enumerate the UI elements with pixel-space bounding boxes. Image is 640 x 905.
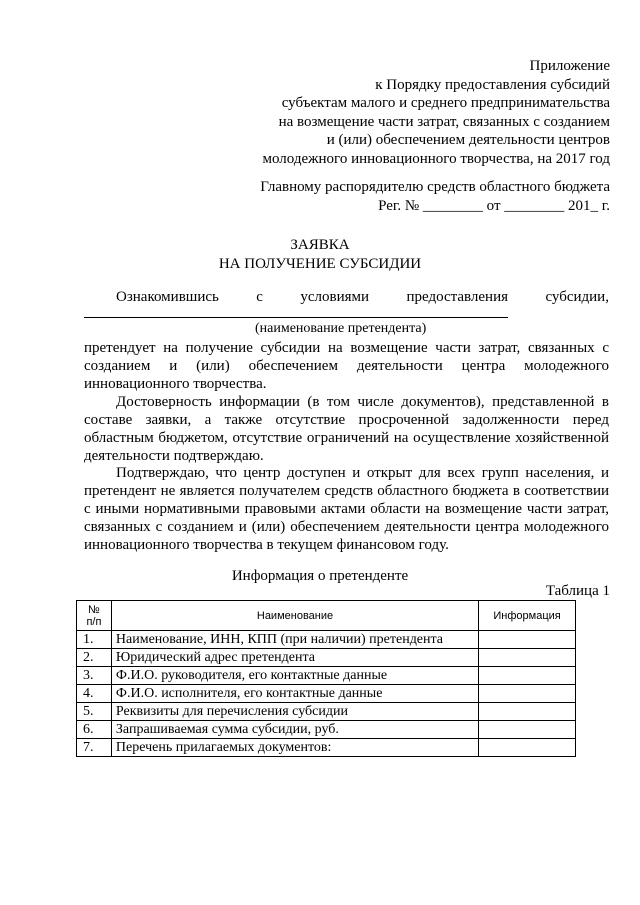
intro-first-line [84, 289, 609, 306]
row-name: Ф.И.О. исполнителя, его контактные данные [111, 685, 478, 703]
row-number: 2. [77, 649, 112, 667]
row-info-field[interactable] [479, 649, 576, 667]
row-info-field[interactable] [479, 703, 576, 721]
row-name: Юридический адрес претендента [111, 649, 478, 667]
row-name: Наименование, ИНН, КПП (при наличии) претендента [111, 631, 478, 649]
appendix-line: и (или) обеспечением деятельности центров [326, 132, 610, 149]
table-row [77, 703, 576, 721]
row-name: Ф.И.О. руководителя, его контактные данные [111, 667, 478, 685]
table-caption: Таблица 1 [545, 583, 610, 599]
applicant-info-table [76, 600, 576, 757]
row-name: Запрашиваемая сумма субсидии, руб. [111, 721, 478, 739]
header-info: Информация [479, 601, 576, 631]
recipient-line: Главному распорядителю средств областного бюджета [260, 179, 610, 195]
row-info-field[interactable] [479, 631, 576, 649]
intro-word: Ознакомившись [116, 289, 219, 305]
row-number: 1. [77, 631, 112, 649]
appendix-header [263, 57, 610, 169]
section-title: Информация о претенденте [231, 568, 409, 584]
paragraph-accessibility: Подтверждаю, что центр доступен и открыт для всех групп населения, и претендент не является получателем средств областного бюджета в соответствии с иными нормативными правовыми актами области на возмещение части затрат, связанных с созданием и (или) обеспечением деятельности центра молодежного инновационного творчества в текущем финансовом году. [84, 465, 609, 553]
appendix-line: на возмещение части затрат, связанных с созданием [278, 113, 610, 130]
table-header-row [77, 601, 576, 631]
row-number: 6. [77, 721, 112, 739]
header-num [77, 601, 112, 631]
table-row [77, 685, 576, 703]
title-line: ЗАЯВКА [290, 237, 350, 253]
row-info-field[interactable] [479, 685, 576, 703]
header-num-label: п/п [86, 615, 102, 628]
intro-word: предоставления [406, 289, 509, 305]
header-num-symbol: № [88, 603, 100, 616]
table-row [77, 631, 576, 649]
row-info-field[interactable] [479, 667, 576, 685]
row-number: 7. [77, 739, 112, 757]
recipient-block [260, 178, 610, 215]
appendix-line: субъектам малого и среднего предпринимательства [281, 95, 610, 112]
table-row [77, 667, 576, 685]
header-name: Наименование [111, 601, 478, 631]
applicant-caption: (наименование претендента) [255, 321, 427, 336]
document-title [0, 236, 640, 273]
table-row [77, 739, 576, 757]
paragraph-confirmation: Достоверность информации (в том числе документов), представленной в составе заявки, а также отсутствие просроченной задолженности перед областным бюджетом, отсутствие ограничений на осуществление хозяйственной деятельности подтверждаю. [84, 394, 609, 464]
table-row [77, 649, 576, 667]
intro-word: субсидии, [545, 289, 609, 305]
row-number: 5. [77, 703, 112, 721]
row-info-field[interactable] [479, 721, 576, 739]
intro-word: с [256, 289, 263, 305]
row-number: 3. [77, 667, 112, 685]
appendix-line: молодежного инновационного творчества, на 2017 год [262, 150, 610, 167]
applicant-name-line [84, 317, 508, 318]
registration-line: Рег. № ________ от ________ 201_ г. [378, 197, 610, 214]
paragraph-claim: претендует на получение субсидии на возмещение части затрат, связанных с созданием и (или) обеспечением деятельности центра молодежного инновационного творчества. [84, 340, 609, 392]
row-name: Реквизиты для перечисления субсидии [111, 703, 478, 721]
title-line: НА ПОЛУЧЕНИЕ СУБСИДИИ [218, 255, 422, 272]
intro-word: условиями [300, 289, 370, 305]
row-info-field[interactable] [479, 739, 576, 757]
appendix-line: к Порядку предоставления субсидий [375, 76, 610, 93]
row-name: Перечень прилагаемых документов: [111, 739, 478, 757]
row-number: 4. [77, 685, 112, 703]
table-row [77, 721, 576, 739]
appendix-line: Приложение [529, 58, 610, 74]
